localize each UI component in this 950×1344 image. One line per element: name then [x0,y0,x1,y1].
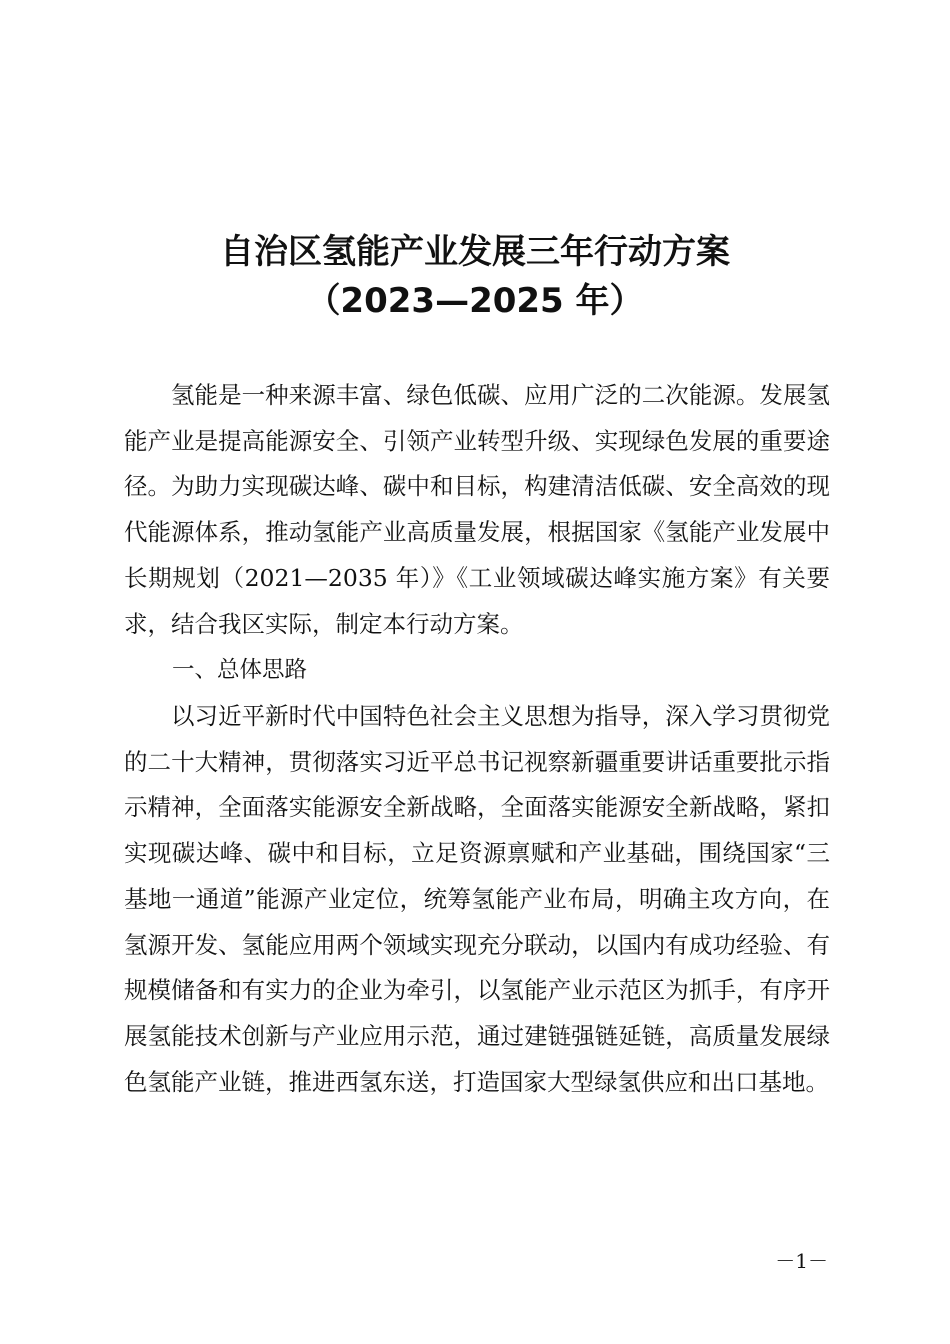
page-number: －1－ [775,1249,828,1273]
document-title: 自治区氢能产业发展三年行动方案 [220,232,730,272]
document-subtitle: （2023—2025 年） [306,281,644,321]
section-heading: 一、总体思路 [172,657,308,683]
section-paragraph: 以习近平新时代中国特色社会主义思想为指导，深入学习贯彻党的二十大精神，贯彻落实习近平总书记视察新疆重要讲话重要批示指示精神，全面落实能源安全新战略，全面落实能源安全新战略，紧扣实现碳达峰、碳中和目标，立足资源禀赋和产业基础，围绕国家“三基地一通道”能源产业定位，统筹氢能产业布局，明确主攻方向，在氢源开发、氢能应用两个领域实现充分联动，以国内有成功经验、有规模储备和有实力的企业为牵引，以氢能产业示范区为抓手，有序开展氢能技术创新与产业应用示范，通过建链强链延链，高质量发展绿色氢能产业链，推进西氢东送，打造国家大型绿氢供应和出口基地。 [124,702,830,1096]
intro-paragraph: 氢能是一种来源丰富、绿色低碳、应用广泛的二次能源。发展氢能产业是提高能源安全、引领产业转型升级、实现绿色发展的重要途径。为助力实现碳达峰、碳中和目标，构建清洁低碳、安全高效的现代能源体系，推动氢能产业高质量发展，根据国家《氢能产业发展中长期规划（2021—2035 年）》《工业领域碳达峰实施方案》有关要求，结合我区实际，制定本行动方案。 [124,381,830,638]
